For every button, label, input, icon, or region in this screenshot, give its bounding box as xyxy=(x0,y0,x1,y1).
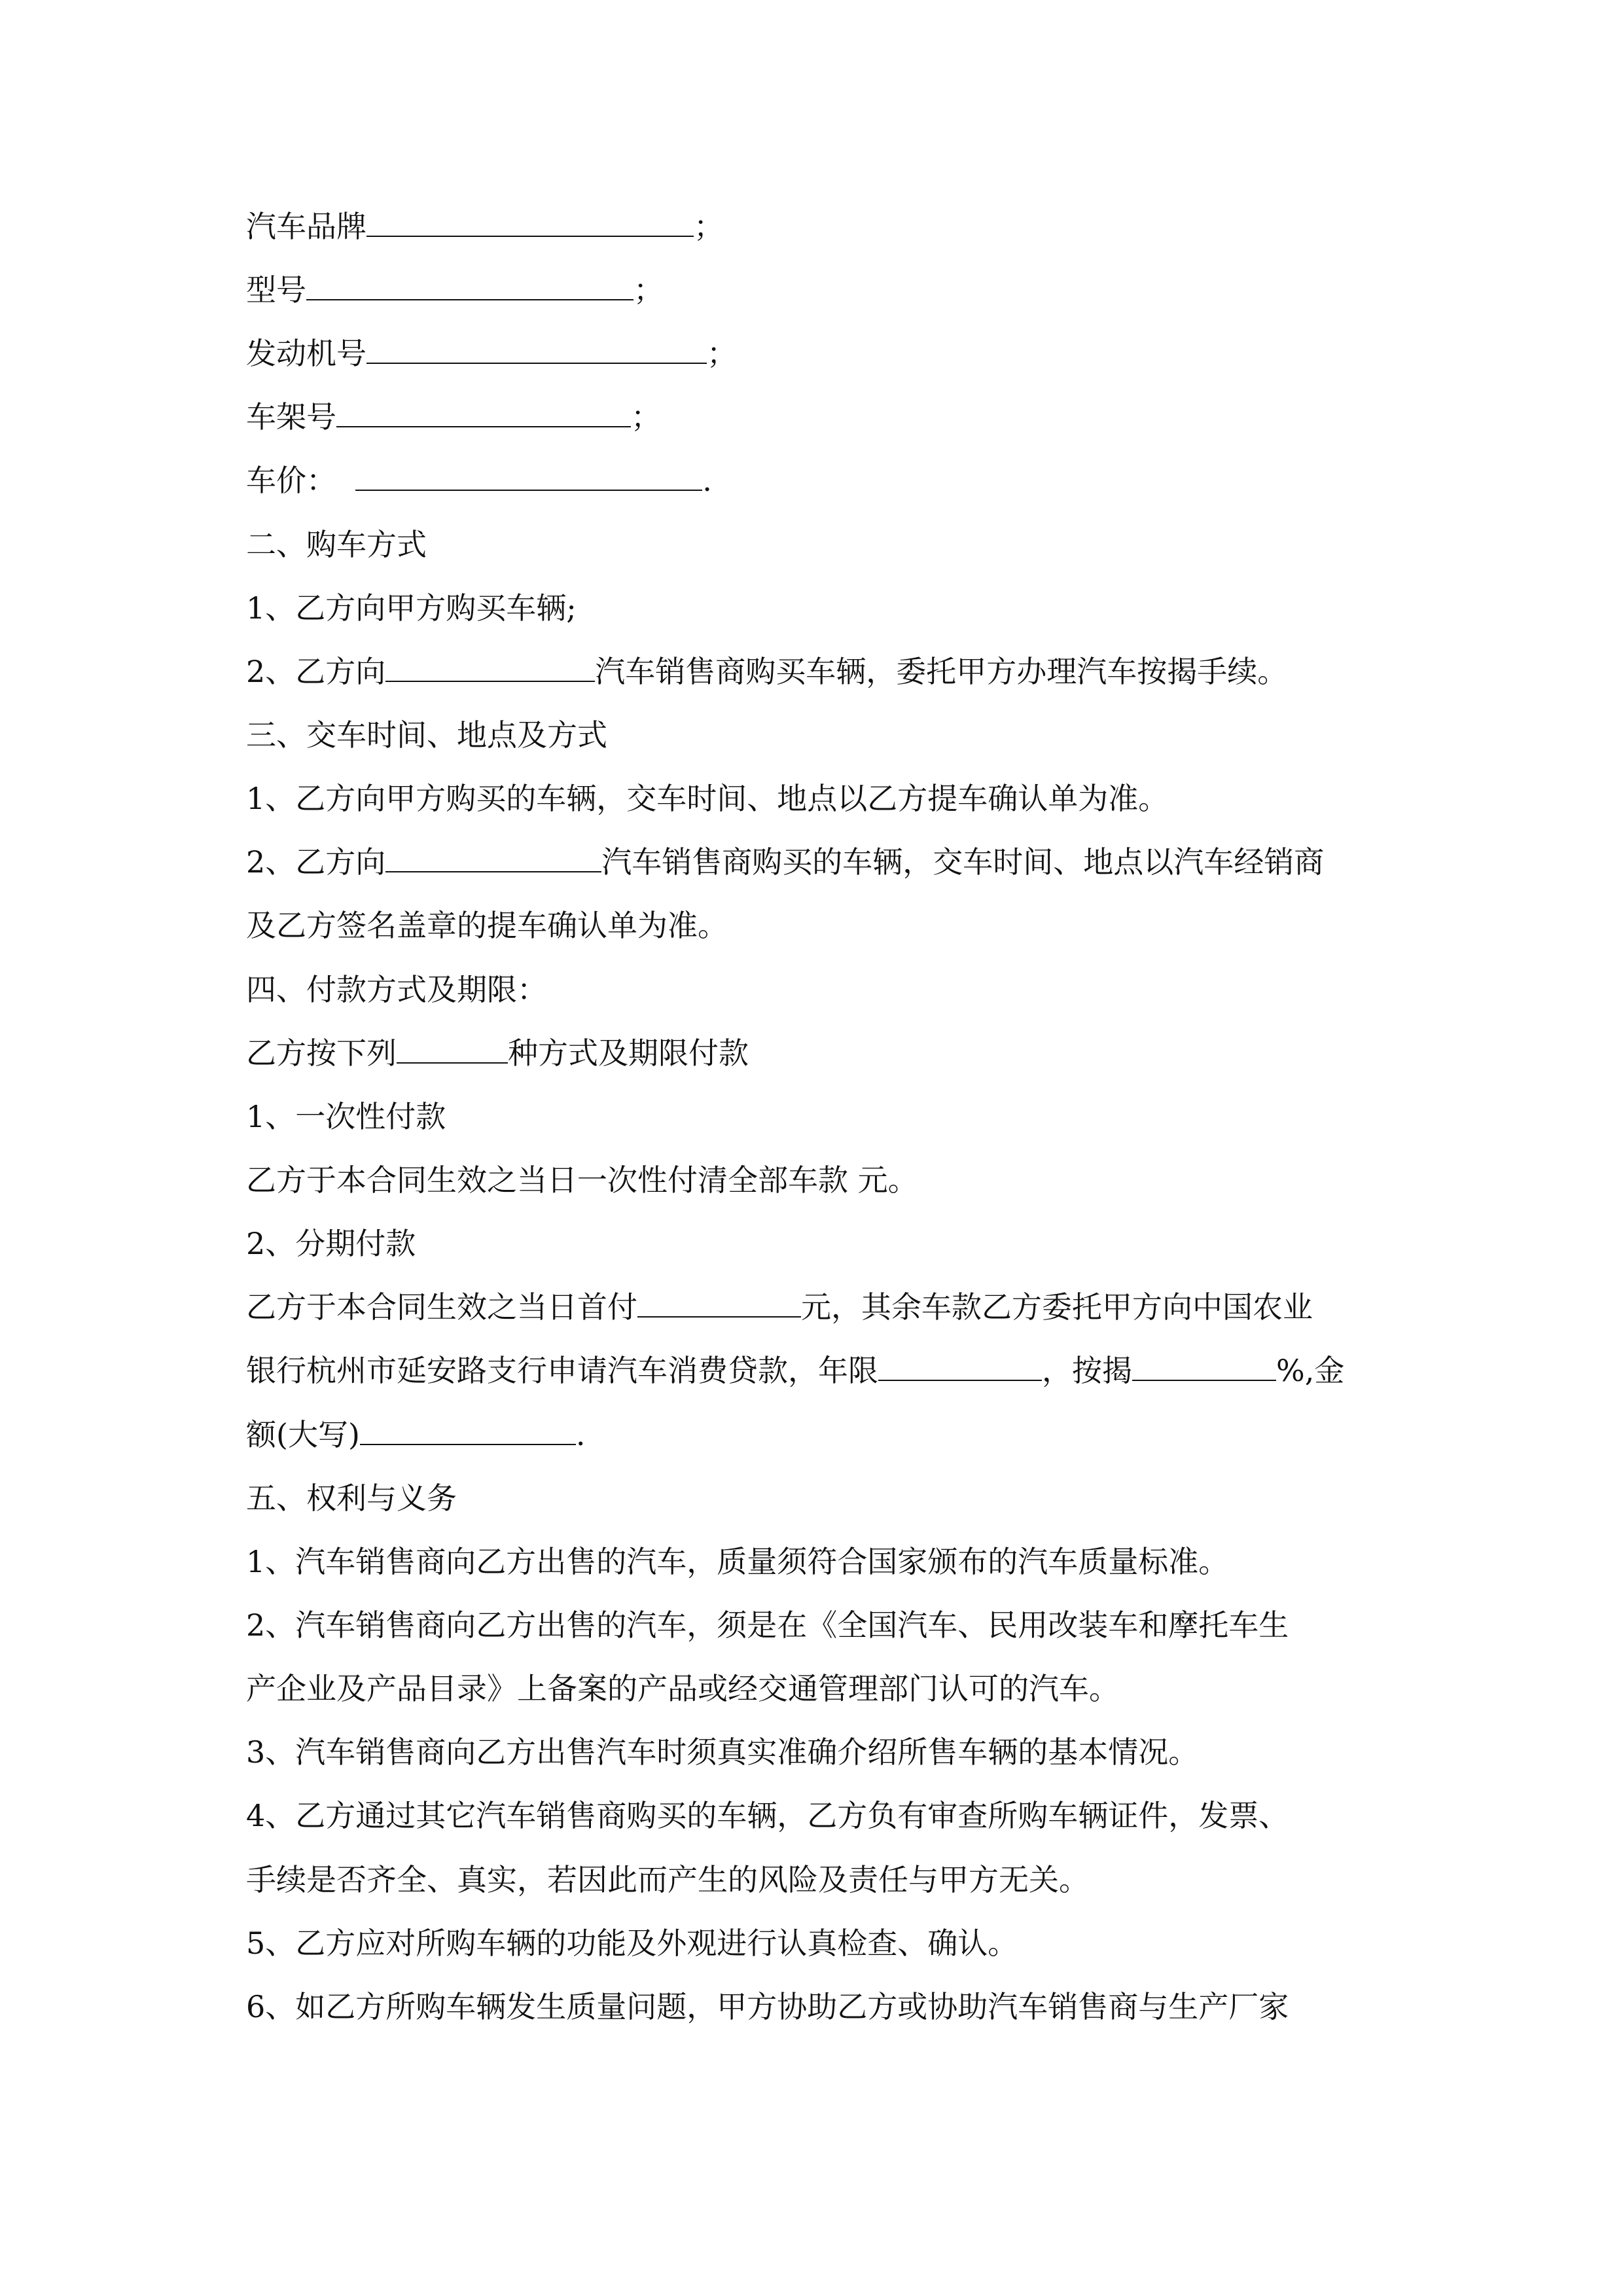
line-text: 五、权利与义务 xyxy=(246,1480,457,1516)
text-line xyxy=(246,334,737,373)
text-line xyxy=(246,1287,1313,1327)
text-line xyxy=(246,397,661,437)
fill-in-blank[interactable] xyxy=(355,463,702,491)
text-line xyxy=(246,1987,1289,2026)
line-text: 及乙方签名盖章的提车确认单为准。 xyxy=(246,908,728,943)
text-line xyxy=(246,842,1324,882)
line-text: 3、汽车销售商向乙方出售汽车时须真实准确介绍所售车辆的基本情况。 xyxy=(246,1734,1199,1770)
text-line xyxy=(246,1097,446,1136)
text-line xyxy=(246,588,577,628)
text-line xyxy=(246,779,1168,818)
text-line xyxy=(246,906,728,945)
line-text: 二、购车方式 xyxy=(246,527,427,562)
text-line xyxy=(246,1224,416,1263)
line-text: ，按揭 xyxy=(1042,1353,1132,1388)
fill-in-blank[interactable] xyxy=(637,1290,801,1318)
text-line xyxy=(246,1669,1119,1708)
line-text: 元，其余车款乙方委托甲方向中国农业 xyxy=(801,1289,1313,1325)
line-text: 种方式及期限付款 xyxy=(508,1035,749,1071)
text-line xyxy=(246,1924,1018,1963)
line-text: 车架号 xyxy=(246,399,336,435)
fill-in-blank[interactable] xyxy=(397,1036,508,1064)
line-text: 1、乙方向甲方购买的车辆，交车时间、地点以乙方提车确认单为准。 xyxy=(246,781,1169,816)
fill-in-blank[interactable] xyxy=(385,655,595,682)
line-text: . xyxy=(702,463,712,498)
text-line xyxy=(246,1479,457,1518)
text-line xyxy=(246,461,712,500)
line-text: 四、付款方式及期限： xyxy=(246,972,547,1007)
line-text: 汽车销售商购买车辆，委托甲方办理汽车按揭手续。 xyxy=(595,654,1288,689)
text-line xyxy=(246,1605,1289,1645)
fill-in-blank[interactable] xyxy=(366,336,707,364)
line-text: ； xyxy=(694,209,724,244)
line-text: ； xyxy=(631,399,661,435)
fill-in-blank[interactable] xyxy=(385,845,601,872)
text-line xyxy=(246,1732,1198,1772)
text-line xyxy=(246,1160,918,1200)
text-line xyxy=(246,270,664,310)
fill-in-blank[interactable] xyxy=(1132,1354,1276,1381)
line-text: %,金 xyxy=(1276,1353,1345,1388)
line-text: ； xyxy=(633,272,664,308)
fill-in-blank[interactable] xyxy=(360,1418,576,1445)
line-text: 1、一次性付款 xyxy=(246,1099,446,1134)
text-line xyxy=(246,970,547,1009)
fill-in-blank[interactable] xyxy=(306,273,633,300)
text-line xyxy=(246,715,607,755)
line-text: 汽车销售商购买的车辆，交车时间、地点以汽车经销商 xyxy=(601,844,1325,880)
line-text: 2、乙方向 xyxy=(246,654,386,689)
line-text: 额(大写) xyxy=(246,1417,360,1452)
line-text: 1、乙方向甲方购买车辆; xyxy=(246,590,577,626)
text-line xyxy=(246,1033,749,1073)
text-line xyxy=(246,1415,586,1454)
fill-in-blank[interactable] xyxy=(366,209,694,237)
text-line xyxy=(246,1860,1089,1899)
text-line xyxy=(246,525,427,564)
line-text: 2、乙方向 xyxy=(246,844,386,880)
line-text: 银行杭州市延安路支行申请汽车消费贷款，年限 xyxy=(246,1353,878,1388)
fill-in-blank[interactable] xyxy=(878,1354,1042,1381)
line-text: 手续是否齐全、真实，若因此而产生的风险及责任与甲方无关。 xyxy=(246,1862,1089,1897)
line-text: 1、汽车销售商向乙方出售的汽车，质量须符合国家颁布的汽车质量标准。 xyxy=(246,1544,1229,1579)
line-text: 4、乙方通过其它汽车销售商购买的车辆，乙方负有审查所购车辆证件，发票、 xyxy=(246,1798,1289,1833)
line-text: 汽车品牌 xyxy=(246,209,366,244)
text-line xyxy=(246,1796,1289,1835)
line-text: 三、交车时间、地点及方式 xyxy=(246,717,607,753)
line-text: 乙方于本合同生效之当日首付 xyxy=(246,1289,637,1325)
line-text: 6、如乙方所购车辆发生质量问题，甲方协助乙方或协助汽车销售商与生产厂家 xyxy=(246,1989,1289,2024)
line-text: 2、分期付款 xyxy=(246,1226,416,1261)
line-text: 发动机号 xyxy=(246,336,366,371)
line-text: 乙方于本合同生效之当日一次性付清全部车款 元。 xyxy=(246,1162,918,1198)
text-line xyxy=(246,1351,1344,1390)
line-text: 车价： xyxy=(246,463,356,498)
line-text: 产企业及产品目录》上备案的产品或经交通管理部门认可的汽车。 xyxy=(246,1671,1119,1706)
text-line xyxy=(246,652,1287,691)
line-text: 型号 xyxy=(246,272,306,308)
line-text: . xyxy=(575,1417,586,1452)
text-line xyxy=(246,1542,1228,1581)
line-text: 乙方按下列 xyxy=(246,1035,397,1071)
line-text: 5、乙方应对所购车辆的功能及外观进行认真检查、确认。 xyxy=(246,1926,1018,1961)
fill-in-blank[interactable] xyxy=(336,400,631,427)
text-line xyxy=(246,207,724,246)
line-text: 2、汽车销售商向乙方出售的汽车，须是在《全国汽车、民用改装车和摩托车生 xyxy=(246,1607,1289,1643)
line-text: ； xyxy=(707,336,737,371)
